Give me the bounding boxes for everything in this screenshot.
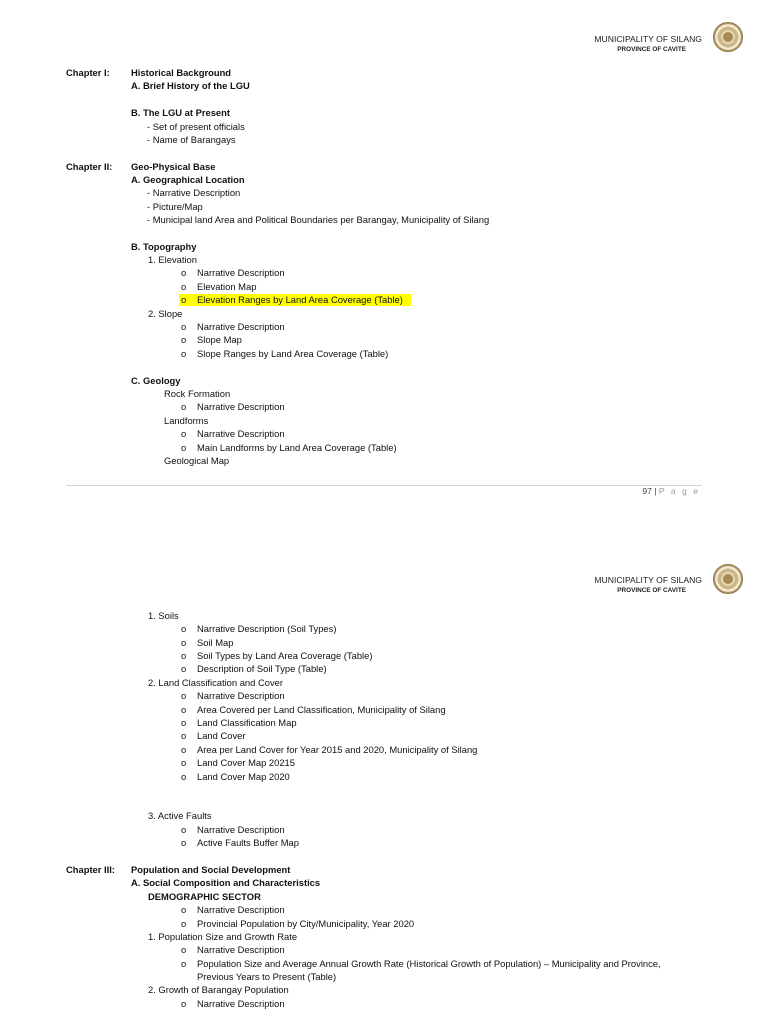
bullet-icon: o [181, 757, 187, 768]
list-item: Land Cover [197, 730, 246, 741]
chapter-1-label: Chapter I: [66, 67, 110, 78]
bullet-icon: o [181, 334, 187, 345]
bullet-icon: o [181, 663, 187, 674]
list-item: Slope Ranges by Land Area Coverage (Table) [197, 348, 389, 359]
bullet-icon: o [181, 690, 187, 701]
footer-divider [66, 485, 702, 486]
bullet-icon: o [181, 428, 187, 439]
section-heading: B. The LGU at Present [131, 107, 230, 118]
bullet-icon: o [181, 321, 187, 332]
bullet-icon: o [181, 944, 187, 955]
list-item: - Name of Barangays [147, 134, 236, 145]
list-item: Elevation Map [197, 281, 257, 292]
page-word: P a g e [658, 486, 700, 496]
bullet-icon: o [181, 824, 187, 835]
bullet-icon: o [181, 704, 187, 715]
chapter-1-title: Historical Background [131, 67, 232, 78]
section-heading: A. Brief History of the LGU [131, 80, 250, 91]
bullet-icon: o [181, 401, 187, 412]
list-item: Active Faults Buffer Map [197, 837, 299, 848]
section-heading: C. Geology [131, 375, 181, 386]
subsection-heading: Landforms [164, 415, 209, 426]
municipal-seal-icon [713, 564, 743, 594]
list-item: Main Landforms by Land Area Coverage (Table) [197, 442, 397, 453]
page-number-value: 97 [642, 486, 652, 496]
bullet-icon: o [181, 650, 187, 661]
bullet-icon: o [181, 771, 187, 782]
bullet-icon: o [181, 958, 187, 969]
list-item-continuation: Previous Years to Present (Table) [197, 971, 337, 982]
bullet-icon: o [181, 730, 187, 741]
chapter-3-title: Population and Social Development [131, 864, 291, 875]
subsection-heading: 2. Growth of Barangay Population [148, 984, 289, 995]
list-item: - Narrative Description [147, 187, 241, 198]
header-municipality: MUNICIPALITY OF SILANG [594, 575, 702, 585]
section-heading: A. Geographical Location [131, 174, 245, 185]
bullet-icon: o [181, 294, 187, 305]
municipal-seal-icon [713, 22, 743, 52]
page-separator: | [654, 486, 657, 496]
list-item: Land Cover Map 20215 [197, 757, 295, 768]
bullet-icon: o [181, 637, 187, 648]
subsection-heading: Rock Formation [164, 388, 231, 399]
subsection-heading: 1. Elevation [148, 254, 197, 265]
list-item: Area Covered per Land Classification, Municipality of Silang [197, 704, 446, 715]
list-item: Narrative Description [197, 428, 285, 439]
header-province: PROVINCE OF CAVITE [617, 587, 686, 594]
list-item: Population Size and Average Annual Growth Rate (Historical Growth of Population) – Municipality and Province, [197, 958, 661, 969]
list-item: Soil Types by Land Area Coverage (Table) [197, 650, 373, 661]
list-item: Land Classification Map [197, 717, 297, 728]
bullet-icon: o [181, 281, 187, 292]
subsection-heading: 1. Soils [148, 610, 179, 621]
section-heading: A. Social Composition and Characteristics [131, 877, 321, 888]
chapter-3-label: Chapter III: [66, 864, 115, 875]
section-heading: B. Topography [131, 241, 197, 252]
bullet-icon: o [181, 744, 187, 755]
list-item: Narrative Description [197, 944, 285, 955]
bullet-icon: o [181, 904, 187, 915]
bullet-icon: o [181, 348, 187, 359]
bullet-icon: o [181, 717, 187, 728]
list-item: Provincial Population by City/Municipality, Year 2020 [197, 918, 415, 929]
subsection-heading: Geological Map [164, 455, 230, 466]
list-item: Area per Land Cover for Year 2015 and 2020, Municipality of Silang [197, 744, 478, 755]
list-item: Narrative Description [197, 824, 285, 835]
bullet-icon: o [181, 998, 187, 1009]
subsection-heading: 3. Active Faults [148, 810, 212, 821]
chapter-2-title: Geo-Physical Base [131, 161, 216, 172]
header-province: PROVINCE OF CAVITE [617, 46, 686, 53]
page-number [642, 486, 700, 496]
list-item: - Municipal land Area and Political Boundaries per Barangay, Municipality of Silang [147, 214, 490, 225]
list-item: Narrative Description [197, 904, 285, 915]
subsection-heading: 2. Slope [148, 308, 183, 319]
bullet-icon: o [181, 918, 187, 929]
bullet-icon: o [181, 623, 187, 634]
list-item: Description of Soil Type (Table) [197, 663, 327, 674]
list-item: Narrative Description [197, 321, 285, 332]
list-item: Narrative Description [197, 401, 285, 412]
chapter-2-label: Chapter II: [66, 161, 113, 172]
subsection-heading: 2. Land Classification and Cover [148, 677, 283, 688]
header-municipality: MUNICIPALITY OF SILANG [594, 34, 702, 44]
list-item: Land Cover Map 2020 [197, 771, 290, 782]
list-item: Narrative Description [197, 267, 285, 278]
list-item: Soil Map [197, 637, 234, 648]
subsection-heading: 1. Population Size and Growth Rate [148, 931, 298, 942]
list-item: Narrative Description [197, 998, 285, 1009]
subsection-heading: DEMOGRAPHIC SECTOR [148, 891, 261, 902]
list-item: - Set of present officials [147, 121, 245, 132]
bullet-icon: o [181, 837, 187, 848]
list-item: Slope Map [197, 334, 242, 345]
list-item: Narrative Description [197, 690, 285, 701]
bullet-icon: o [181, 267, 187, 278]
list-item: Narrative Description (Soil Types) [197, 623, 337, 634]
list-item: - Picture/Map [147, 201, 203, 212]
bullet-icon: o [181, 442, 187, 453]
list-item-highlighted: Elevation Ranges by Land Area Coverage (Table) [197, 294, 403, 305]
